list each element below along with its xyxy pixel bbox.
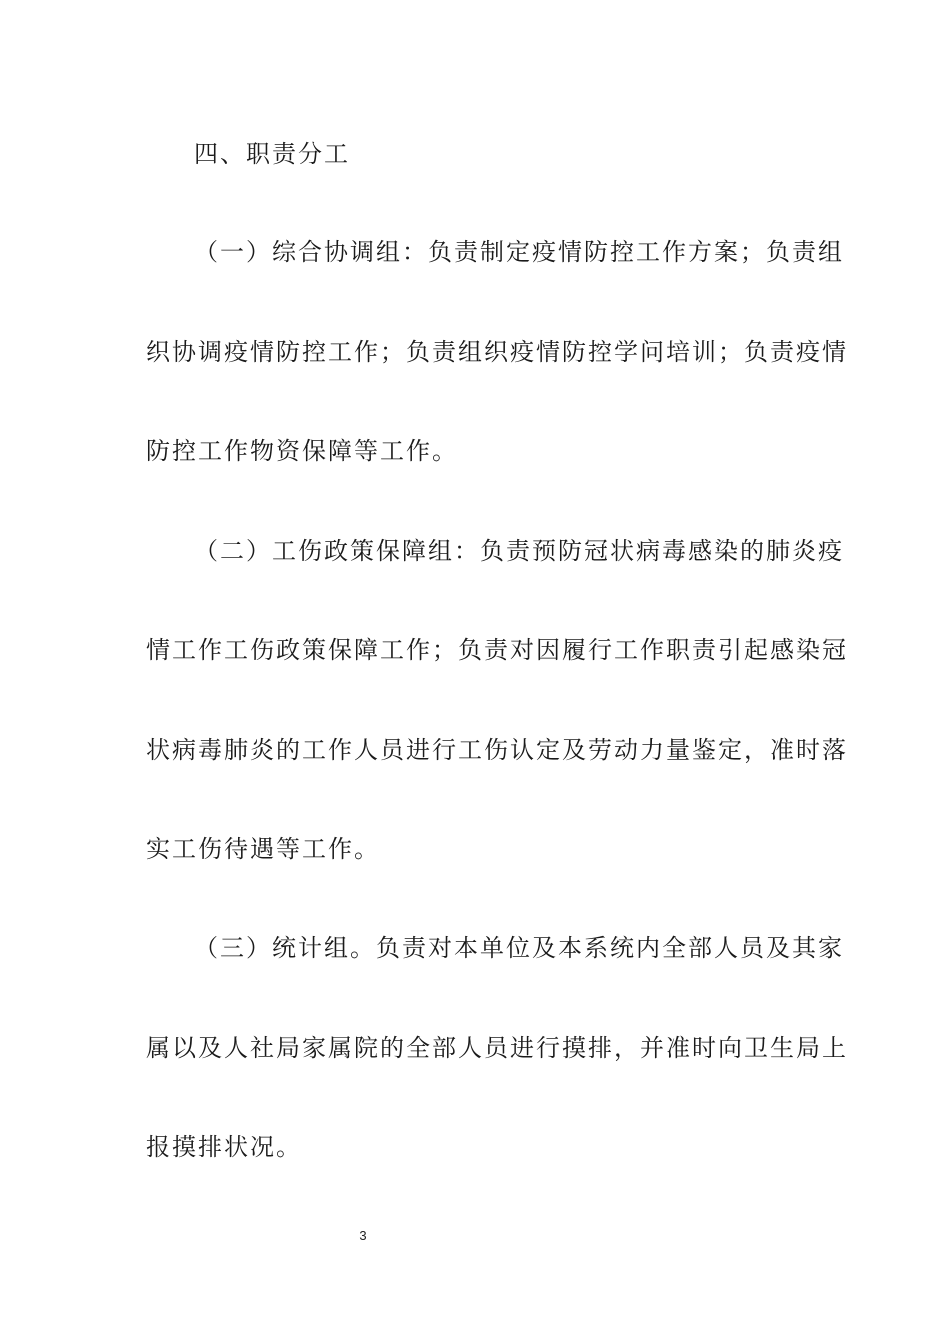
paragraph-2-line-3: 状病毒肺炎的工作人员进行工伤认定及劳动力量鉴定，准时落 [146,736,848,764]
paragraph-3-line-3: 报摸排状况。 [146,1133,302,1161]
paragraph-2-line-4: 实工伤待遇等工作。 [146,835,380,863]
paragraph-1-line-2: 织协调疫情防控工作；负责组织疫情防控学问培训；负责疫情 [146,338,848,366]
paragraph-2-line-2: 情工作工伤政策保障工作；负责对因履行工作职责引起感染冠 [146,636,848,664]
paragraph-3-line-2: 属以及人社局家属院的全部人员进行摸排，并准时向卫生局上 [146,1034,848,1062]
paragraph-1-line-1: （一）综合协调组：负责制定疫情防控工作方案；负责组 [194,238,844,266]
section-heading: 四、职责分工 [194,140,350,168]
paragraph-1-line-3: 防控工作物资保障等工作。 [146,437,458,465]
paragraph-2-line-1: （二）工伤政策保障组：负责预防冠状病毒感染的肺炎疫 [194,537,844,565]
page-number: 3 [359,1228,367,1243]
paragraph-3-line-1: （三）统计组。负责对本单位及本系统内全部人员及其家 [194,934,844,962]
